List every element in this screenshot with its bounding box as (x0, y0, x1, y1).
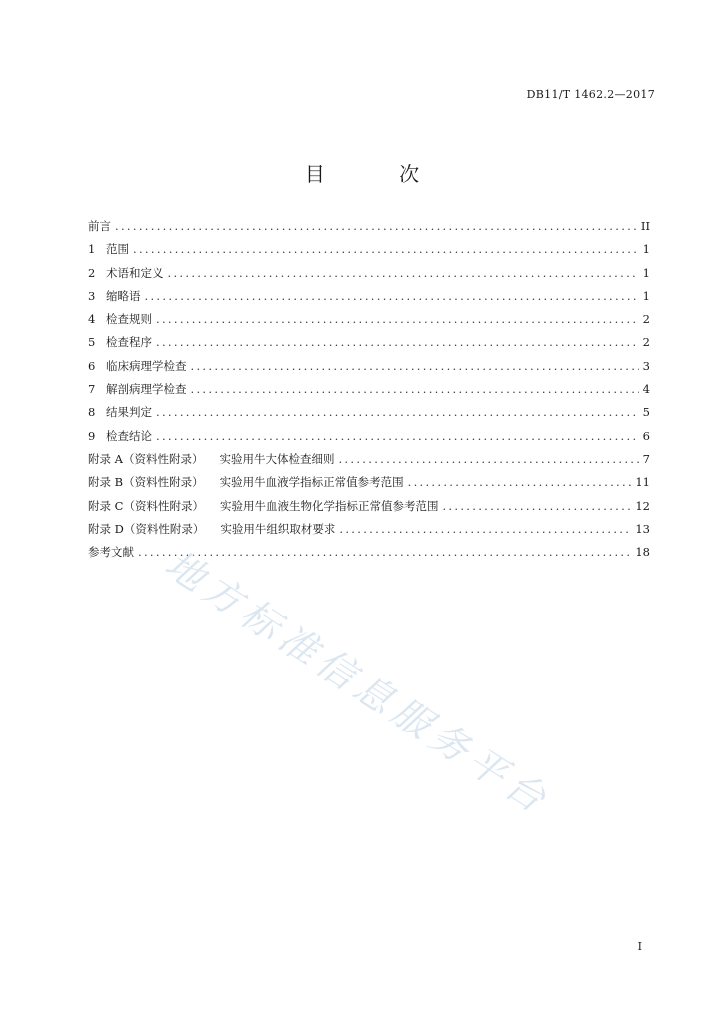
page-number: I (637, 940, 642, 953)
toc-entry-3[interactable] (88, 288, 650, 311)
toc-entry-page: 6 (642, 428, 650, 443)
standard-code: DB11/T 1462.2—2017 (526, 88, 655, 101)
toc-entry-appendix-d[interactable] (88, 521, 650, 544)
toc-entry-number: 2 (88, 265, 96, 280)
toc-entry-number: 4 (88, 312, 96, 327)
toc-entry-title: 临床病理学检查 (106, 358, 187, 373)
toc-entry-appendix-a[interactable] (88, 451, 650, 474)
toc-entry-title: 术语和定义 (106, 265, 164, 280)
dot-leader (115, 219, 637, 233)
toc-entry-number: 5 (88, 335, 96, 350)
toc-entry-page: 2 (642, 335, 650, 350)
dot-leader (191, 382, 639, 396)
toc-entry-9[interactable] (88, 428, 650, 451)
toc-entry-6[interactable] (88, 358, 650, 381)
toc-entry-page: II (640, 219, 650, 233)
toc-entry-1[interactable] (88, 241, 650, 264)
toc-entry-number: 9 (88, 428, 96, 443)
dot-leader (191, 359, 639, 373)
toc-entry-2[interactable] (88, 265, 650, 288)
toc-entry-page: 1 (642, 242, 650, 257)
toc-entry-page: 5 (642, 405, 650, 420)
toc-entry-appendix-tag: 附录 C（资料性附录） (88, 498, 204, 513)
toc-entry-title: 检查程序 (106, 335, 152, 350)
toc-entry-page: 3 (642, 358, 650, 373)
toc-entry-page: 4 (642, 382, 650, 397)
toc-entry-page: 7 (642, 451, 650, 466)
dot-leader (145, 289, 639, 303)
watermark: 地方标准信息服务平台 (157, 541, 559, 824)
toc-entry-title: 结果判定 (106, 405, 152, 420)
toc-entry-page: 11 (635, 475, 650, 490)
toc-entry-title: 实验用牛组织取材要求 (220, 521, 336, 536)
toc-entry-title: 检查规则 (106, 312, 152, 327)
toc-entry-8[interactable] (88, 404, 650, 427)
toc-entry-number: 1 (88, 242, 96, 257)
toc-entry-title: 范围 (106, 242, 129, 257)
dot-leader (442, 499, 631, 513)
toc-entry-appendix-tag: 附录 D（资料性附录） (88, 521, 205, 536)
toc-entry-title: 实验用牛大体检查细则 (219, 451, 335, 466)
page-title: 目 次 (304, 162, 454, 186)
toc-entry-page: 2 (642, 312, 650, 327)
toc-entry-5[interactable] (88, 334, 650, 357)
toc-entry-foreword[interactable] (88, 218, 650, 241)
toc-entry-page: 13 (635, 521, 650, 536)
table-of-contents (88, 218, 650, 567)
dot-leader (156, 405, 639, 419)
toc-entry-page: 12 (635, 498, 650, 513)
toc-entry-number: 7 (88, 382, 96, 397)
toc-entry-appendix-tag: 附录 B（资料性附录） (88, 475, 204, 490)
toc-entry-title: 参考文献 (88, 545, 134, 560)
dot-leader (408, 475, 632, 489)
toc-entry-appendix-tag: 附录 A（资料性附录） (88, 451, 204, 466)
toc-entry-appendix-c[interactable] (88, 498, 650, 521)
toc-entry-7[interactable] (88, 381, 650, 404)
dot-leader (156, 335, 639, 349)
toc-entry-title: 检查结论 (106, 428, 152, 443)
toc-entry-number: 6 (88, 358, 96, 373)
toc-entry-number: 8 (88, 405, 96, 420)
dot-leader (133, 242, 639, 256)
toc-entry-page: 18 (635, 545, 650, 560)
toc-entry-title: 解剖病理学检查 (106, 382, 187, 397)
toc-entry-title: 前言 (88, 219, 111, 233)
dot-leader (156, 429, 639, 443)
dot-leader (339, 522, 631, 536)
dot-leader (168, 266, 639, 280)
toc-entry-page: 1 (642, 265, 650, 280)
toc-entry-4[interactable] (88, 311, 650, 334)
dot-leader (156, 312, 639, 326)
toc-entry-page: 1 (642, 288, 650, 303)
toc-entry-title: 实验用牛血液学指标正常值参考范围 (219, 475, 404, 490)
toc-entry-number: 3 (88, 288, 96, 303)
toc-entry-title: 实验用牛血液生物化学指标正常值参考范围 (219, 498, 439, 513)
toc-entry-appendix-b[interactable] (88, 474, 650, 497)
toc-entry-title: 缩略语 (106, 288, 141, 303)
dot-leader (338, 452, 638, 466)
